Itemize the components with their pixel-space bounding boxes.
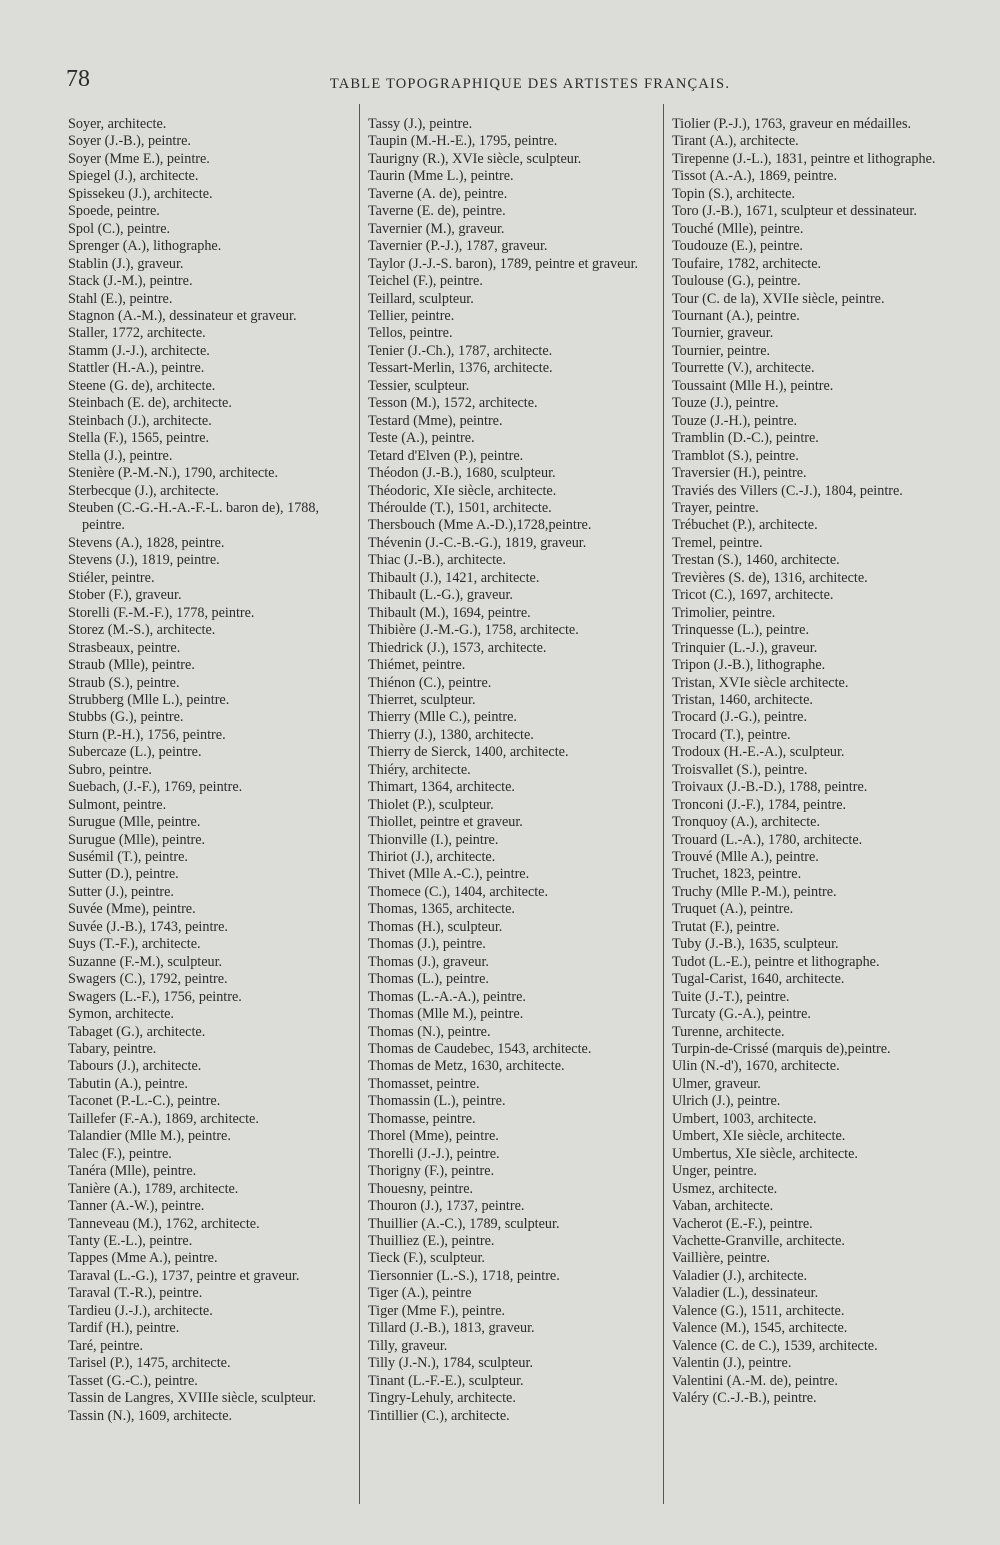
index-entry: Thiedrick (J.), 1573, architecte. — [368, 639, 547, 656]
index-entry: Thomas (L.), peintre. — [368, 971, 489, 988]
index-entry: Sprenger (A.), lithographe. — [68, 238, 222, 255]
index-entry: Tabary, peintre. — [68, 1041, 157, 1058]
index-entry: Stahl (E.), peintre. — [68, 290, 173, 307]
index-entry: Talandier (Mlle M.), peintre. — [68, 1128, 231, 1145]
page-number: 78 — [66, 66, 90, 92]
index-entry: Usmez, architecte. — [672, 1180, 778, 1197]
index-entry: Vachette-Granville, architecte. — [672, 1233, 845, 1249]
index-entry: Tenier (J.-Ch.), 1787, architecte. — [368, 342, 553, 359]
index-entry: Thierry (J.), 1380, architecte. — [368, 726, 534, 743]
index-entry: Truchet, 1823, peintre. — [672, 866, 802, 883]
index-entry: Traversier (H.), peintre. — [672, 465, 807, 482]
column-3 — [672, 116, 952, 1408]
index-entry: Thomas de Caudebec, 1543, architecte. — [368, 1041, 592, 1058]
index-entry: Stella (J.), peintre. — [68, 447, 173, 464]
index-entry: Thouesny, peintre. — [368, 1180, 474, 1197]
index-entry: Staller, 1772, architecte. — [68, 325, 206, 342]
index-entry: Thorelli (J.-J.), peintre. — [368, 1145, 500, 1162]
index-entry: Tavernier (M.), graveur. — [368, 220, 505, 237]
index-entry: Tessier, sculpteur. — [368, 377, 470, 394]
index-entry: Stack (J.-M.), peintre. — [68, 273, 193, 290]
index-entry: Tronquoy (A.), architecte. — [672, 814, 821, 831]
index-entry: Trinquesse (L.), peintre. — [672, 622, 809, 639]
index-entry: Tour (C. de la), XVIIe siècle, peintre. — [672, 290, 885, 307]
index-entry: Susémil (T.), peintre. — [68, 849, 188, 866]
index-entry: Sterbecque (J.), architecte. — [68, 482, 219, 499]
index-entry: Turpin-de-Crissé (marquis de),peintre. — [672, 1041, 891, 1058]
index-entry: Suvée (Mme), peintre. — [68, 901, 196, 918]
index-entry: Tabours (J.), architecte. — [68, 1058, 202, 1075]
index-entry: Tirepenne (J.-L.), 1831, peintre et lithographe. — [672, 150, 936, 167]
index-entry: Soyer, architecte. — [68, 116, 167, 132]
index-entry: Trouard (L.-A.), 1780, architecte. — [672, 831, 863, 848]
index-entry: Stubbs (G.), peintre. — [68, 709, 184, 726]
index-entry: Touze (J.-H.), peintre. — [672, 412, 798, 429]
index-entry: Vacherot (E.-F.), peintre. — [672, 1215, 813, 1232]
index-entry: Tournier, peintre. — [672, 342, 771, 359]
index-entry: Stenière (P.-M.-N.), 1790, architecte. — [68, 465, 278, 482]
index-entry: Tessart-Merlin, 1376, architecte. — [368, 360, 553, 377]
index-entry: Stamm (J.-J.), architecte. — [68, 342, 210, 359]
index-entry: Taverne (A. de), peintre. — [368, 185, 508, 202]
index-entry: Suys (T.-F.), architecte. — [68, 936, 201, 953]
index-entry: Tappes (Mme A.), peintre. — [68, 1250, 218, 1267]
index-entry: Tirant (A.), architecte. — [672, 133, 799, 150]
index-entry: Surugue (Mlle), peintre. — [68, 831, 206, 848]
index-entry: Tanty (E.-L.), peintre. — [68, 1233, 193, 1249]
index-entry: Touze (J.), peintre. — [672, 395, 779, 412]
index-entry: Sulmont, peintre. — [68, 796, 167, 813]
index-entry: Tilly (J.-N.), 1784, sculpteur. — [368, 1355, 533, 1372]
index-entry: Stiéler, peintre. — [68, 569, 155, 586]
index-entry: Thibault (M.), 1694, peintre. — [368, 604, 531, 621]
index-entry: Tanéra (Mlle), peintre. — [68, 1163, 197, 1180]
index-entry: Traviés des Villers (C.-J.), 1804, peintre. — [672, 482, 903, 499]
index-entry: Trocard (T.), peintre. — [672, 726, 791, 743]
index-entry: Toufaire, 1782, architecte. — [672, 255, 822, 272]
index-entry: Strasbeaux, peintre. — [68, 639, 181, 656]
index-entry: Steinbach (E. de), architecte. — [68, 395, 232, 412]
index-entry: Umbertus, XIe siècle, architecte. — [672, 1145, 858, 1162]
index-entry: Stella (F.), 1565, peintre. — [68, 430, 210, 447]
index-entry: Toulouse (G.), peintre. — [672, 273, 801, 290]
running-head: TABLE TOPOGRAPHIQUE DES ARTISTES FRANÇAIS. — [329, 76, 731, 92]
index-entry: Thierry (Mlle C.), peintre. — [368, 709, 517, 726]
index-entry: Teste (A.), peintre. — [368, 430, 475, 447]
index-entry: Tuite (J.-T.), peintre. — [672, 988, 790, 1005]
index-entry: Thierry de Sierck, 1400, architecte. — [368, 744, 569, 761]
index-entry: Steuben (C.-G.-H.-A.-F.-L. baron de), 1788, peintre. — [68, 499, 320, 534]
index-entry: Thomas (Mlle M.), peintre. — [368, 1006, 524, 1023]
index-entry: Tramblot (S.), peintre. — [672, 447, 799, 464]
index-entry: Tillard (J.-B.), 1813, graveur. — [368, 1320, 535, 1337]
index-entry: Taurigny (R.), XVIe siècle, sculpteur. — [368, 150, 582, 167]
index-entry: Thiac (J.-B.), architecte. — [368, 552, 506, 569]
column-2 — [368, 116, 658, 1425]
index-entry: Thibault (L.-G.), graveur. — [368, 587, 513, 604]
index-entry: Tristan, XVIe siècle architecte. — [672, 674, 849, 691]
index-entry: Thévenin (J.-C.-B.-G.), 1819, graveur. — [368, 534, 587, 551]
index-entry: Tiersonnier (L.-S.), 1718, peintre. — [368, 1267, 560, 1284]
index-entry: Vaillière, peintre. — [672, 1250, 771, 1267]
index-entry: Thibière (J.-M.-G.), 1758, architecte. — [368, 622, 579, 639]
index-entry: Thorigny (F.), peintre. — [368, 1163, 495, 1180]
index-entry: Tabaget (G.), architecte. — [68, 1023, 206, 1040]
index-entry: Truchy (Mlle P.-M.), peintre. — [672, 883, 837, 900]
index-entry: Spol (C.), peintre. — [68, 220, 171, 237]
index-entry: Tilly, graveur. — [368, 1337, 448, 1354]
index-entry: Sturn (P.-H.), 1756, peintre. — [68, 726, 226, 743]
index-entry: Stober (F.), graveur. — [68, 587, 182, 604]
index-entry: Soyer (J.-B.), peintre. — [68, 133, 191, 150]
index-entry: Troisvallet (S.), peintre. — [672, 761, 808, 778]
index-entry: Storelli (F.-M.-F.), 1778, peintre. — [68, 604, 255, 621]
index-entry: Straub (Mlle), peintre. — [68, 657, 195, 674]
index-entry: Tassin de Langres, XVIIIe siècle, sculpteur. — [68, 1390, 316, 1407]
index-entry: Tieck (F.), sculpteur. — [368, 1250, 485, 1267]
index-entry: Thiollet, peintre et graveur. — [368, 814, 523, 831]
index-entry: Tassy (J.), peintre. — [368, 116, 473, 132]
index-entry: Trébuchet (P.), architecte. — [672, 517, 818, 534]
index-entry: Swagers (L.-F.), 1756, peintre. — [68, 988, 242, 1005]
index-entry: Tourrette (V.), architecte. — [672, 360, 815, 377]
index-entry: Teillard, sculpteur. — [368, 290, 474, 307]
index-entry: Théroulde (T.), 1501, architecte. — [368, 499, 552, 516]
index-entry: Tudot (L.-E.), peintre et lithographe. — [672, 953, 880, 970]
index-entry: Thierret, sculpteur. — [368, 691, 476, 708]
index-entry: Stagnon (A.-M.), dessinateur et graveur. — [68, 307, 297, 324]
index-entry: Thomasset, peintre. — [368, 1075, 480, 1092]
index-entry: Spiegel (J.), architecte. — [68, 168, 199, 185]
index-entry: Tricot (C.), 1697, architecte. — [672, 587, 834, 604]
index-entry: Trevières (S. de), 1316, architecte. — [672, 569, 868, 586]
index-entry: Trimolier, peintre. — [672, 604, 776, 621]
index-entry: Trutat (F.), peintre. — [672, 918, 780, 935]
index-entry: Trodoux (H.-E.-A.), sculpteur. — [672, 744, 845, 761]
index-entry: Umbert, XIe siècle, architecte. — [672, 1128, 846, 1145]
index-entry: Touché (Mlle), peintre. — [672, 220, 804, 237]
index-entry: Teichel (F.), peintre. — [368, 273, 483, 290]
index-entry: Thiriot (J.), architecte. — [368, 849, 496, 866]
index-entry: Tesson (M.), 1572, architecte. — [368, 395, 538, 412]
index-entry: Stevens (A.), 1828, peintre. — [68, 534, 225, 551]
index-entry: Théodoric, XIe siècle, architecte. — [368, 482, 557, 499]
index-entry: Sutter (D.), peintre. — [68, 866, 179, 883]
index-entry: Tellos, peintre. — [368, 325, 453, 342]
index-entry: Valéry (C.-J.-B.), peintre. — [672, 1390, 817, 1407]
index-entry: Taré, peintre. — [68, 1337, 144, 1354]
index-entry: Ulmer, graveur. — [672, 1075, 761, 1092]
index-entry: Trinquier (L.-J.), graveur. — [672, 639, 818, 656]
index-entry: Tellier, peintre. — [368, 307, 455, 324]
index-entry: Thomas (J.), graveur. — [368, 953, 489, 970]
index-entry: Taillefer (F.-A.), 1869, architecte. — [68, 1110, 259, 1127]
index-entry: Thorel (Mme), peintre. — [368, 1128, 499, 1145]
index-entry: Toro (J.-B.), 1671, sculpteur et dessinateur. — [672, 203, 917, 220]
column-rule — [359, 104, 360, 1504]
index-entry: Suzanne (F.-M.), sculpteur. — [68, 953, 223, 970]
index-entry: Toudouze (E.), peintre. — [672, 238, 803, 255]
index-entry: Steene (G. de), architecte. — [68, 377, 216, 394]
index-entry: Unger, peintre. — [672, 1163, 757, 1180]
index-entry: Thomas de Metz, 1630, architecte. — [368, 1058, 565, 1075]
index-entry: Tarisel (P.), 1475, architecte. — [68, 1355, 231, 1372]
index-entry: Turenne, architecte. — [672, 1023, 785, 1040]
index-entry: Tramblin (D.-C.), peintre. — [672, 430, 819, 447]
index-entry: Straub (S.), peintre. — [68, 674, 180, 691]
index-entry: Tardieu (J.-J.), architecte. — [68, 1302, 213, 1319]
index-entry: Soyer (Mme E.), peintre. — [68, 150, 210, 167]
index-entry: Testard (Mme), peintre. — [368, 412, 503, 429]
index-entry: Vaban, architecte. — [672, 1198, 774, 1215]
index-entry: Thiéry, architecte. — [368, 761, 471, 778]
index-entry: Thiénon (C.), peintre. — [368, 674, 492, 691]
index-entry: Tronconi (J.-F.), 1784, peintre. — [672, 796, 847, 813]
index-entry: Thimart, 1364, architecte. — [368, 779, 515, 796]
index-entry: Stablin (J.), graveur. — [68, 255, 184, 272]
index-entry: Valence (M.), 1545, architecte. — [672, 1320, 848, 1337]
index-entry: Tassin (N.), 1609, architecte. — [68, 1407, 233, 1424]
index-entry: Thibault (J.), 1421, architecte. — [368, 569, 540, 586]
index-entry: Tremel, peintre. — [672, 534, 763, 551]
index-entry: Thomasse, peintre. — [368, 1110, 476, 1127]
index-entry: Thomas (J.), peintre. — [368, 936, 486, 953]
index-entry: Tingry-Lehuly, architecte. — [368, 1390, 516, 1407]
index-entry: Valence (C. de C.), 1539, architecte. — [672, 1337, 878, 1354]
index-entry: Tiger (A.), peintre — [368, 1285, 472, 1302]
index-entry: Ulrich (J.), peintre. — [672, 1093, 781, 1110]
index-entry: Valadier (J.), architecte. — [672, 1267, 808, 1284]
index-entry: Thouron (J.), 1737, peintre. — [368, 1198, 525, 1215]
index-entry: Taurin (Mme L.), peintre. — [368, 168, 514, 185]
index-entry: Trocard (J.-G.), peintre. — [672, 709, 808, 726]
index-entry: Tanneveau (M.), 1762, architecte. — [68, 1215, 260, 1232]
index-entry: Swagers (C.), 1792, peintre. — [68, 971, 228, 988]
column-rule — [663, 104, 664, 1504]
index-entry: Symon, architecte. — [68, 1006, 174, 1023]
index-entry: Tournant (A.), peintre. — [672, 307, 800, 324]
index-entry: Trayer, peintre. — [672, 499, 759, 516]
index-entry: Thomece (C.), 1404, architecte. — [368, 883, 549, 900]
index-entry: Strubberg (Mlle L.), peintre. — [68, 691, 230, 708]
index-entry: Tiger (Mme F.), peintre. — [368, 1302, 506, 1319]
index-entry: Tinant (L.-F.-E.), sculpteur. — [368, 1372, 524, 1389]
index-entry: Ulin (N.-d'), 1670, architecte. — [672, 1058, 840, 1075]
index-entry: Spoede, peintre. — [68, 203, 160, 220]
index-entry: Taraval (L.-G.), 1737, peintre et graveur. — [68, 1267, 300, 1284]
index-entry: Tiolier (P.-J.), 1763, graveur en médailles. — [672, 116, 912, 132]
index-entry: Thiolet (P.), sculpteur. — [368, 796, 494, 813]
index-entry: Tetard d'Elven (P.), peintre. — [368, 447, 524, 464]
index-entry: Tabutin (A.), peintre. — [68, 1075, 188, 1092]
index-entry: Taupin (M.-H.-E.), 1795, peintre. — [368, 133, 558, 150]
index-entry: Thiémet, peintre. — [368, 657, 466, 674]
index-entry: Subercaze (L.), peintre. — [68, 744, 202, 761]
index-entry: Sutter (J.), peintre. — [68, 883, 174, 900]
index-entry: Spissekeu (J.), architecte. — [68, 185, 213, 202]
index-entry: Thomas (N.), peintre. — [368, 1023, 491, 1040]
index-entry: Tugal-Carist, 1640, architecte. — [672, 971, 845, 988]
index-entry: Tardif (H.), peintre. — [68, 1320, 180, 1337]
column-1 — [68, 116, 353, 1425]
index-entry: Tournier, graveur. — [672, 325, 774, 342]
index-entry: Stevens (J.), 1819, peintre. — [68, 552, 220, 569]
index-entry: Thionville (I.), peintre. — [368, 831, 499, 848]
index-entry: Thuilliez (E.), peintre. — [368, 1233, 495, 1249]
index-entry: Trestan (S.), 1460, architecte. — [672, 552, 840, 569]
index-entry: Tintillier (C.), architecte. — [368, 1407, 510, 1424]
index-entry: Stattler (H.-A.), peintre. — [68, 360, 205, 377]
index-entry: Tristan, 1460, architecte. — [672, 691, 813, 708]
index-entry: Trouvé (Mlle A.), peintre. — [672, 849, 819, 866]
index-entry: Tavernier (P.-J.), 1787, graveur. — [368, 238, 548, 255]
index-entry: Taverne (E. de), peintre. — [368, 203, 506, 220]
index-entry: Taconet (P.-L.-C.), peintre. — [68, 1093, 221, 1110]
index-entry: Suvée (J.-B.), 1743, peintre. — [68, 918, 228, 935]
index-entry: Thivet (Mlle A.-C.), peintre. — [368, 866, 530, 883]
index-entry: Tuby (J.-B.), 1635, sculpteur. — [672, 936, 839, 953]
index-entry: Toussaint (Mlle H.), peintre. — [672, 377, 834, 394]
index-entry: Subro, peintre. — [68, 761, 152, 778]
index-entry: Taraval (T.-R.), peintre. — [68, 1285, 203, 1302]
index-entry: Thersbouch (Mme A.-D.),1728,peintre. — [368, 517, 592, 534]
index-entry: Turcaty (G.-A.), peintre. — [672, 1006, 811, 1023]
index-entry: Suebach, (J.-F.), 1769, peintre. — [68, 779, 243, 796]
index-entry: Théodon (J.-B.), 1680, sculpteur. — [368, 465, 556, 482]
index-entry: Topin (S.), architecte. — [672, 185, 796, 202]
index-entry: Truquet (A.), peintre. — [672, 901, 794, 918]
index-entry: Thomas (H.), sculpteur. — [368, 918, 503, 935]
index-entry: Troivaux (J.-B.-D.), 1788, peintre. — [672, 779, 868, 796]
index-entry: Tissot (A.-A.), 1869, peintre. — [672, 168, 837, 185]
index-entry: Thomas (L.-A.-A.), peintre. — [368, 988, 526, 1005]
index-entry: Storez (M.-S.), architecte. — [68, 622, 216, 639]
index-entry: Thomassin (L.), peintre. — [368, 1093, 506, 1110]
index-entry: Valence (G.), 1511, architecte. — [672, 1302, 845, 1319]
index-entry: Thomas, 1365, architecte. — [368, 901, 515, 918]
index-entry: Valadier (L.), dessinateur. — [672, 1285, 819, 1302]
index-entry: Tanière (A.), 1789, architecte. — [68, 1180, 239, 1197]
index-entry: Steinbach (J.), architecte. — [68, 412, 212, 429]
index-entry: Umbert, 1003, architecte. — [672, 1110, 817, 1127]
index-entry: Thuillier (A.-C.), 1789, sculpteur. — [368, 1215, 560, 1232]
index-entry: Talec (F.), peintre. — [68, 1145, 172, 1162]
index-entry: Taylor (J.-J.-S. baron), 1789, peintre et graveur. — [368, 255, 639, 272]
index-entry: Tripon (J.-B.), lithographe. — [672, 657, 826, 674]
index-entry: Surugue (Mlle, peintre. — [68, 814, 201, 831]
index-entry: Valentin (J.), peintre. — [672, 1355, 792, 1372]
index-entry: Tanner (A.-W.), peintre. — [68, 1198, 205, 1215]
index-entry: Valentini (A.-M. de), peintre. — [672, 1372, 838, 1389]
index-entry: Tasset (G.-C.), peintre. — [68, 1372, 198, 1389]
